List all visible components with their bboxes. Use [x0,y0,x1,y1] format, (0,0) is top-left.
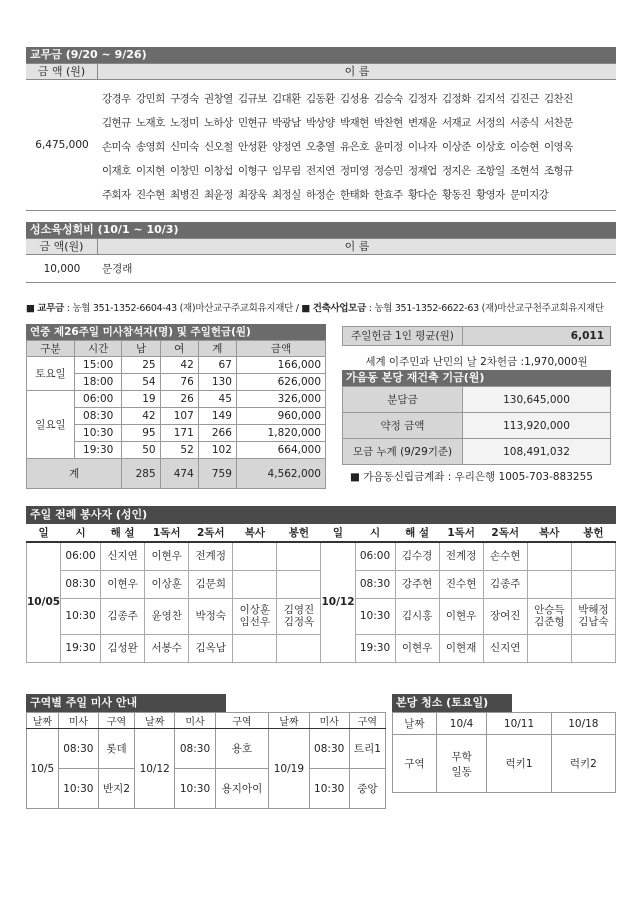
donor-name: 김승숙 [374,92,403,105]
zone-date: 10/19 [269,729,309,809]
donor-name: 권창열 [204,92,233,105]
donor-name: 김정자 [408,92,437,105]
account-a-text: : 농협 351-1352-6604-43 (재)마산교구주교회유지재단 / [64,303,302,314]
server-cell: 전계정 [189,542,233,570]
mass-cell: 06:00 [74,391,122,408]
donor-name: 임무림 [272,164,301,177]
server-cell: 19:30 [355,634,395,662]
server-date: 10/12 [321,542,355,662]
bank-account [342,469,611,484]
donor-name: 김성용 [340,92,369,105]
server-header: 2독서 [483,524,527,542]
donor-name: 노재호 [136,116,165,129]
donor-name: 박상양 [306,116,335,129]
donor-name: 조항일 [476,164,505,177]
mass-cell: 960,000 [236,408,325,425]
servers-title: 주일 전례 봉사자 (성인) [26,506,616,524]
donor-name: 신미숙 [170,140,199,153]
zone-name: 반지2 [99,769,135,809]
bullet-icon: ■ [26,303,38,314]
donor-name: 조현석 [510,164,539,177]
donor-name: 서찬문 [544,116,573,129]
amount-header: 금 액 (원) [26,64,98,79]
server-header: 해 설 [101,524,145,542]
server-cell: 10:30 [61,598,101,634]
fund-row [343,439,611,465]
donor-name: 이창민 [170,164,199,177]
donor-name: 최윤정 [204,188,233,201]
donor-name: 유은호 [340,140,369,153]
donor-name: 김동환 [306,92,335,105]
cleaning-date-label: 날짜 [393,713,437,735]
zone-table [26,712,386,809]
donor-name: 김대환 [272,92,301,105]
seminary-title: 성소육성회비 (10/1 ~ 10/3) [26,222,616,238]
fund-value: 108,491,032 [463,439,611,465]
server-header: 1독서 [145,524,189,542]
server-header: 복사 [233,524,277,542]
cleaning-zone: 럭키1 [487,735,551,793]
donor-name: 민현규 [238,116,267,129]
mass-total-row [27,459,326,489]
mass-cell: 18:00 [74,374,122,391]
seminary-section [26,222,616,283]
server-cell: 이현우 [395,634,439,662]
cleaning-zone: 무학 일동 [436,735,487,793]
donor-name: 박재현 [340,116,369,129]
mass-header: 남 [122,341,160,357]
donor-name: 황동진 [442,188,471,201]
server-cell: 김영진 김정옥 [277,598,321,634]
server-date: 10/05 [27,542,61,662]
mass-cell: 149 [198,408,236,425]
average-value: 6,011 [570,330,604,342]
donor-name: 구경숙 [170,92,199,105]
server-cell [233,542,277,570]
server-cell: 10:30 [355,598,395,634]
zone-header: 미사 [309,713,349,729]
server-cell: 06:00 [355,542,395,570]
server-cell: 신지연 [101,542,145,570]
server-header: 시 [61,524,101,542]
average-offering [342,326,611,346]
server-cell: 김옥남 [189,634,233,662]
mass-cell: 15:00 [74,357,122,374]
server-cell: 서봉수 [145,634,189,662]
mass-cell: 45 [198,391,236,408]
fund-label: 분담금 [343,387,463,413]
donor-name: 진수현 [136,188,165,201]
mass-cell: 52 [160,442,198,459]
zone-name: 용지아이 [215,769,269,809]
donor-name: 안성환 [238,140,267,153]
donor-name: 문미지강 [510,188,549,201]
seminary-name: 문경래 [102,263,133,275]
server-cell: 이현재 [439,634,483,662]
zone-name: 트리1 [349,729,385,769]
server-cell: 박정숙 [189,598,233,634]
server-cell: 08:30 [355,570,395,598]
account-a-label: 교무금 [37,303,65,314]
mass-day-label: 일요일 [27,391,75,459]
donor-name: 김진근 [510,92,539,105]
mass-total-cell: 285 [122,459,160,489]
servers-table [26,524,616,663]
mass-cell: 130 [198,374,236,391]
server-cell [571,570,615,598]
fund-row [343,387,611,413]
server-cell [527,634,571,662]
cleaning-table [392,712,616,793]
mass-cell: 171 [160,425,198,442]
mass-cell: 67 [198,357,236,374]
mass-total-cell: 계 [27,459,122,489]
server-cell: 08:30 [61,570,101,598]
donor-name: 김찬진 [544,92,573,105]
donor-name: 서종식 [510,116,539,129]
zone-header: 날짜 [27,713,59,729]
donor-name: 김현규 [102,116,131,129]
fund-label: 약정 금액 [343,413,463,439]
donor-name: 정미영 [340,164,369,177]
mass-total-cell: 759 [198,459,236,489]
server-cell: 진수현 [439,570,483,598]
offering-amount: 6,475,000 [35,139,89,151]
offering-section [26,47,616,211]
mass-title: 연중 제26주일 미사참석자(명) 및 주일헌금(원) [26,324,326,340]
zone-row [27,769,386,809]
server-cell: 이현우 [439,598,483,634]
donor-name: 김규보 [238,92,267,105]
offering-donors [26,80,616,211]
server-row [27,542,616,570]
fund-value: 113,920,000 [463,413,611,439]
donor-name: 정지은 [442,164,471,177]
zone-title: 구역별 주일 미사 안내 [26,694,226,712]
server-cell: 이현우 [101,570,145,598]
server-header: 일 [321,524,355,542]
cleaning-zone-label: 구역 [393,735,437,793]
mass-header: 여 [160,341,198,357]
server-cell [277,542,321,570]
donor-row [102,158,616,182]
server-cell: 안승득 김준형 [527,598,571,634]
server-cell [233,634,277,662]
average-label: 주일헌금 1인 평균(원) [343,327,463,345]
server-cell [277,634,321,662]
offering-title: 교무금 (9/20 ~ 9/26) [26,47,616,63]
mass-table [26,340,326,489]
donor-name: 한태화 [340,188,369,201]
server-cell [571,542,615,570]
zone-header: 구역 [215,713,269,729]
mass-cell: 1,820,000 [236,425,325,442]
server-cell: 박해정 김남숙 [571,598,615,634]
zone-time: 10:30 [175,769,215,809]
fund-value: 130,645,000 [463,387,611,413]
server-cell: 19:30 [61,634,101,662]
cleaning-zone: 럭키2 [551,735,615,793]
server-cell: 김성완 [101,634,145,662]
server-cell [233,570,277,598]
server-cell: 이상훈 [145,570,189,598]
mass-cell: 42 [160,357,198,374]
donor-name: 김지석 [476,92,505,105]
seminary-row [26,255,616,283]
cleaning-date: 10/4 [436,713,487,735]
donor-name: 황다순 [408,188,437,201]
donor-name: 최병진 [170,188,199,201]
zone-row [27,729,386,769]
cleaning-date: 10/18 [551,713,615,735]
donor-row [102,110,616,134]
zone-header: 미사 [58,713,98,729]
server-cell: 김시홍 [395,598,439,634]
donor-name: 서정의 [476,116,505,129]
donor-name: 이재호 [102,164,131,177]
mass-cell: 54 [122,374,160,391]
server-cell: 김종주 [483,570,527,598]
donor-name: 박찬현 [374,116,403,129]
zone-time: 10:30 [309,769,349,809]
servers-section [26,506,616,663]
mass-cell: 25 [122,357,160,374]
mass-cell: 42 [122,408,160,425]
server-cell: 윤영찬 [145,598,189,634]
donor-name: 양정연 [272,140,301,153]
server-cell [571,634,615,662]
donor-name: 이상준 [442,140,471,153]
fund-table [342,386,611,465]
donor-name: 정재업 [408,164,437,177]
mass-cell: 26 [160,391,198,408]
cleaning-title: 본당 청소 (토요일) [392,694,512,712]
mass-cell: 102 [198,442,236,459]
zone-mass-section [26,694,386,809]
donor-row [102,86,616,110]
server-header: 봉헌 [277,524,321,542]
summary-section [342,326,611,484]
donor-name: 이형구 [238,164,267,177]
donor-name: 강경우 [102,92,131,105]
zone-time: 08:30 [309,729,349,769]
server-header: 2독서 [189,524,233,542]
donor-name-list [98,80,616,210]
donor-name: 이나자 [408,140,437,153]
mass-row [27,357,326,374]
mass-attendance-section [26,324,326,489]
server-cell: 전계정 [439,542,483,570]
zone-date: 10/5 [27,729,59,809]
cleaning-section [392,694,616,793]
mass-cell: 664,000 [236,442,325,459]
donor-name: 이승현 [510,140,539,153]
mass-cell: 95 [122,425,160,442]
donor-row [102,182,616,206]
account-b-text: : 농협 351-1352-6622-63 (재)마산교구천주교회유지재단 [366,303,604,314]
donor-name: 박광남 [272,116,301,129]
server-cell: 손수현 [483,542,527,570]
server-header: 봉헌 [571,524,615,542]
name-header: 이 름 [344,65,370,78]
donor-name: 송영희 [136,140,165,153]
name-header: 이 름 [344,240,370,253]
mass-cell: 19:30 [74,442,122,459]
donor-name: 노정미 [170,116,199,129]
donor-row [102,134,616,158]
migrant-collection: 세계 이주민과 난민의 날 2차헌금 :1,970,000원 [365,356,588,368]
server-cell: 김종주 [101,598,145,634]
donor-name: 황영자 [476,188,505,201]
mass-cell: 50 [122,442,160,459]
offering-header-row [26,63,616,80]
donor-name: 이창섭 [204,164,233,177]
server-cell: 김문희 [189,570,233,598]
mass-cell: 326,000 [236,391,325,408]
mass-header: 시간 [74,341,122,357]
server-cell: 장여진 [483,598,527,634]
server-header: 일 [27,524,61,542]
server-cell [527,570,571,598]
mass-cell: 626,000 [236,374,325,391]
mass-total-cell: 474 [160,459,198,489]
cleaning-date: 10/11 [487,713,551,735]
zone-header: 구역 [349,713,385,729]
donor-name: 윤미정 [374,140,403,153]
donor-name: 오충열 [306,140,335,153]
mass-header: 구분 [27,341,75,357]
server-cell: 이현우 [145,542,189,570]
zone-header: 미사 [175,713,215,729]
fund-label: 모금 누계 (9/29기준) [343,439,463,465]
mass-cell: 08:30 [74,408,122,425]
zone-name: 용호 [215,729,269,769]
donor-name: 이지현 [136,164,165,177]
mass-cell: 76 [160,374,198,391]
mass-cell: 19 [122,391,160,408]
mass-cell: 107 [160,408,198,425]
server-cell: 이상훈 임선우 [233,598,277,634]
server-cell: 강주현 [395,570,439,598]
server-cell: 06:00 [61,542,101,570]
donor-name: 최정실 [272,188,301,201]
server-cell [527,542,571,570]
bullet-icon: ■ [301,303,313,314]
account-info [26,300,626,314]
seminary-amount: 10,000 [43,262,81,275]
server-cell [277,570,321,598]
zone-name: 롯데 [99,729,135,769]
donor-name: 이영옥 [544,140,573,153]
zone-name: 중앙 [349,769,385,809]
mass-total-cell: 4,562,000 [236,459,325,489]
zone-header: 날짜 [135,713,175,729]
fund-title: 가음동 본당 재건축 기금(원) [342,370,611,386]
donor-name: 강민희 [136,92,165,105]
zone-time: 08:30 [175,729,215,769]
donor-name: 최장욱 [238,188,267,201]
server-header: 해 설 [395,524,439,542]
zone-time: 08:30 [58,729,98,769]
seminary-header-row [26,238,616,255]
zone-header: 구역 [99,713,135,729]
mass-cell: 266 [198,425,236,442]
donor-name: 노하상 [204,116,233,129]
mass-cell: 166,000 [236,357,325,374]
donor-name: 조형규 [544,164,573,177]
fund-row [343,413,611,439]
server-cell: 신지연 [483,634,527,662]
donor-name: 하정순 [306,188,335,201]
mass-header: 금액 [236,341,325,357]
zone-header: 날짜 [269,713,309,729]
donor-name: 정승민 [374,164,403,177]
mass-day-label: 토요일 [27,357,75,391]
zone-time: 10:30 [58,769,98,809]
mass-row [27,391,326,408]
donor-name: 손미숙 [102,140,131,153]
bullet-icon: ■ [350,471,364,483]
bank-text: 가음동신립금계좌 : 우리은행 1005-703-883255 [363,471,593,483]
mass-cell: 10:30 [74,425,122,442]
server-header: 복사 [527,524,571,542]
server-cell: 김수경 [395,542,439,570]
donor-name: 서재교 [442,116,471,129]
donor-name: 김정화 [442,92,471,105]
account-b-label: 건축사업모금 [312,303,366,314]
donor-name: 전지연 [306,164,335,177]
donor-name: 한효주 [374,188,403,201]
donor-name: 이상호 [476,140,505,153]
amount-header: 금 액(원) [26,239,98,254]
donor-name: 변재윤 [408,116,437,129]
server-header: 시 [355,524,395,542]
donor-name: 주회자 [102,188,131,201]
server-header: 1독서 [439,524,483,542]
mass-header: 계 [198,341,236,357]
zone-date: 10/12 [135,729,175,809]
donor-name: 신오철 [204,140,233,153]
